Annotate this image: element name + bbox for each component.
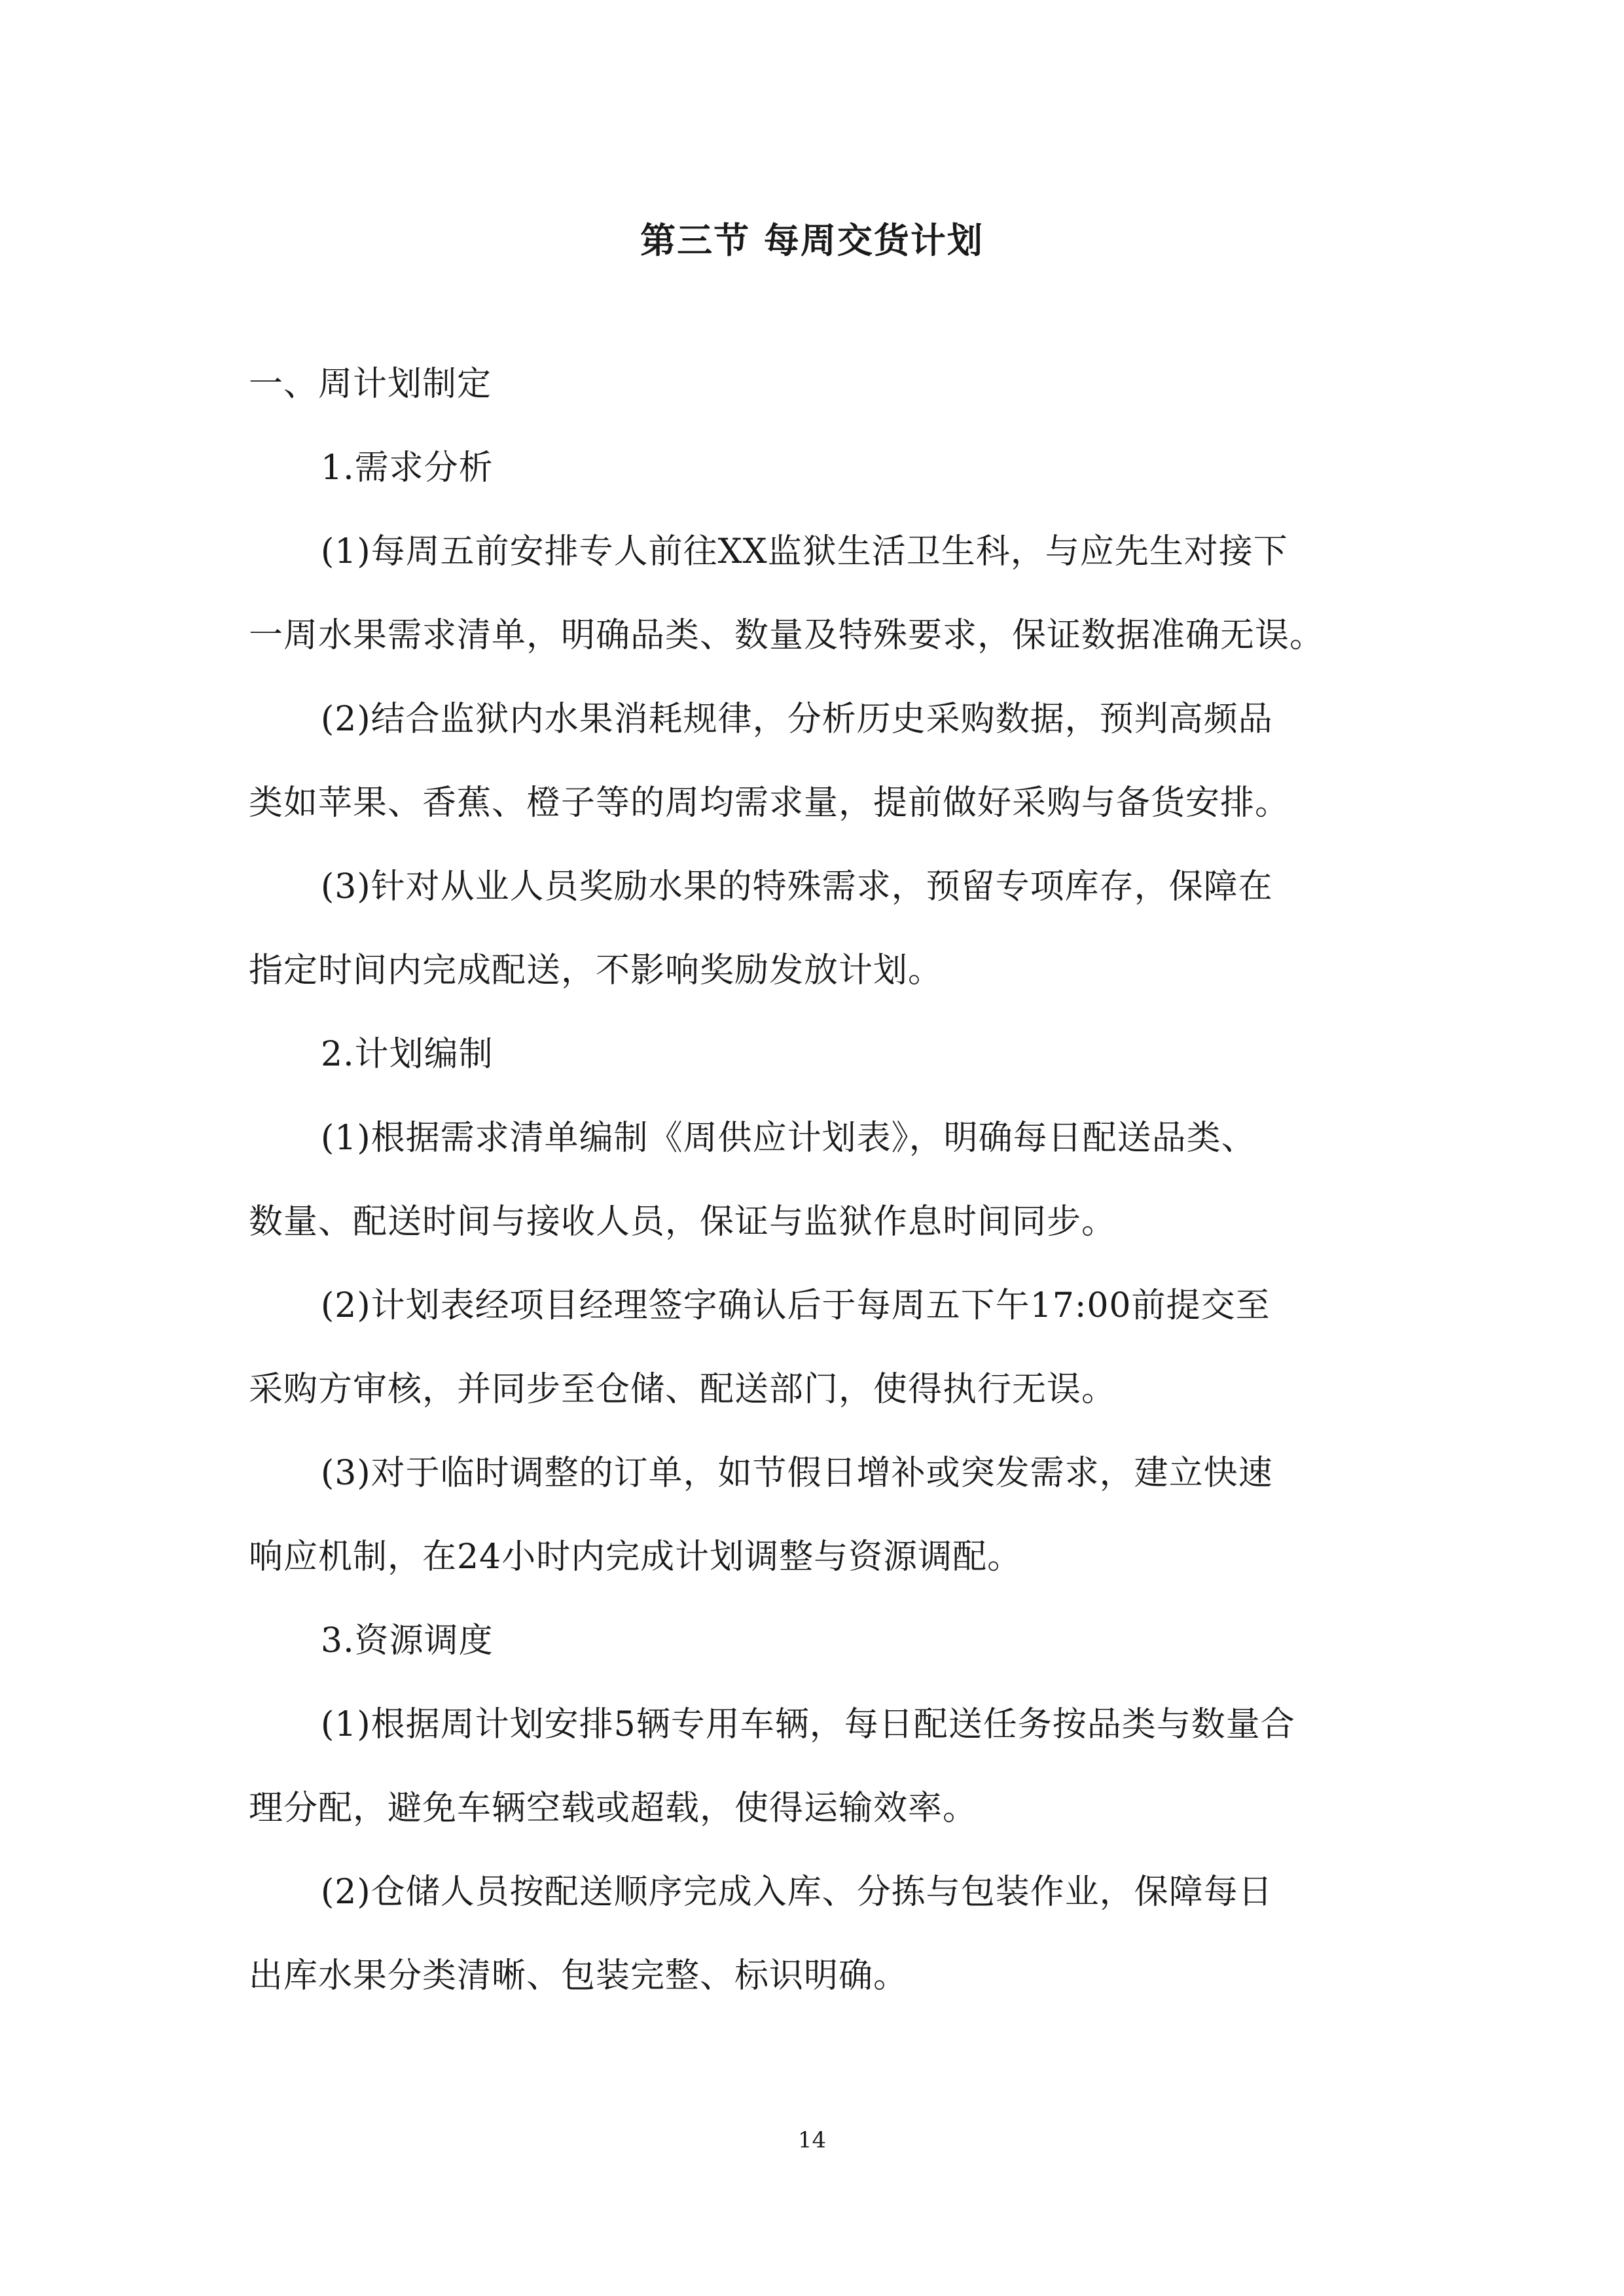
paragraph-line: 采购方审核，并同步至仓储、配送部门，使得执行无误。 (249, 1370, 1117, 1409)
paragraph-line: (3)对于临时调整的订单，如节假日增补或突发需求，建立快速 (321, 1454, 1273, 1493)
paragraph-line: (3)针对从业人员奖励水果的特殊需求，预留专项库存，保障在 (321, 867, 1273, 906)
paragraph-line: 指定时间内完成配送，不影响奖励发放计划。 (249, 951, 943, 990)
paragraph-line: 理分配，避免车辆空载或超载，使得运输效率。 (249, 1789, 978, 1828)
section-heading: 一、周计划制定 (249, 365, 492, 404)
section-title: 第三节 每周交货计划 (640, 219, 984, 261)
subsection-label-plan-compilation: 2.计划编制 (321, 1035, 494, 1074)
paragraph-line: (2)仓储人员按配送顺序完成入库、分拣与包装作业，保障每日 (321, 1873, 1273, 1912)
paragraph-line: 出库水果分类清晰、包装完整、标识明确。 (249, 1956, 909, 1996)
paragraph-line: 类如苹果、香蕉、橙子等的周均需求量，提前做好采购与备货安排。 (249, 783, 1290, 823)
paragraph-line: (2)计划表经项目经理签字确认后于每周五下午17:00前提交至 (321, 1286, 1271, 1325)
page-number: 14 (797, 2127, 827, 2153)
paragraph-line: (1)每周五前安排专人前往XX监狱生活卫生科，与应先生对接下 (321, 532, 1288, 571)
subsection-label-demand-analysis: 1.需求分析 (321, 448, 494, 488)
paragraph-line: (1)根据需求清单编制《周供应计划表》，明确每日配送品类、 (321, 1119, 1256, 1158)
paragraph-line: 数量、配送时间与接收人员，保证与监狱作息时间同步。 (249, 1202, 1117, 1242)
paragraph-line: (2)结合监狱内水果消耗规律，分析历史采购数据，预判高频品 (321, 700, 1273, 739)
subsection-label-resource-scheduling: 3.资源调度 (321, 1621, 494, 1660)
paragraph-line: 响应机制，在24小时内完成计划调整与资源调配。 (249, 1537, 1022, 1577)
paragraph-line: 一周水果需求清单，明确品类、数量及特殊要求，保证数据准确无误。 (249, 616, 1325, 655)
paragraph-line: (1)根据周计划安排5辆专用车辆，每日配送任务按品类与数量合 (321, 1705, 1295, 1744)
